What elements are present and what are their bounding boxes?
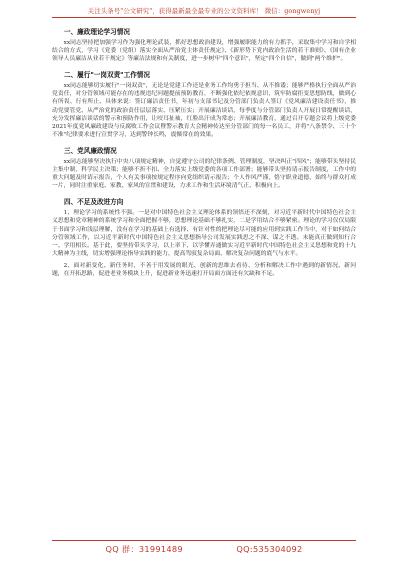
section-heading: 二、履行"一岗双责"工作情况	[64, 71, 150, 80]
section-paragraph: xx同志坚持把加强学习作为强化理论武装，抓好思想政治建设，增强履职能力的有力抓手，采取集中学习和自学相结合的方式，学习《党委（党组）落实全面从严治党主体责任规定》、《新形势下党内政治生活的若干准则》、《国有企业领导人员廉洁从业若干规定》等廉洁法规和有关制度，进一步树牢"四个意识"，坚定"四个自信"，做到"两个维护"。	[52, 40, 356, 63]
footer-contacts	[52, 544, 356, 555]
section-heading: 四、不足及改进方向	[64, 198, 124, 207]
section-heading: 一、廉政理论学习情况	[64, 28, 130, 36]
qq-label: QQ:535304092	[236, 544, 303, 554]
header-divider	[52, 17, 356, 18]
section-integrity	[52, 145, 356, 190]
section-paragraph: xx同志能够切实履行"一岗双责"，无论是党建工作还是业务工作均勇于担当、从不推诿；能够严格执行全面从严治党责任，对分管领域可能存在的违规违纪问题提前预防教育，不断强化依纪依规意识，筑牢防腐拒变思想防线，做到心有所畏、行有所止、具体来说：签订廉洁责任书，年初与支部书记及分管部门负责人签订《党风廉洁建设责任书》，推动党要管党、从严治党的政治责任层层落实、压紧压实；开展廉洁谈话，每季度与分管部门负责人开展日常提醒谈话，充分发挥廉洁谈话的警示和预防作用，让咬耳扯袖，红脸出汗成为常态；开展廉洁教育，通过召开专题会议将上级党委2021年度党风廉政建设与反腐败工作会议暨警示教育大会精神传达至分管部门的每一名员工，并将"八条禁令、三十个不准"纪律要求进行宣贯学习，达到警钟长鸣，震慑常在的效果。	[52, 83, 356, 138]
footer-divider	[52, 540, 356, 541]
section-paragraph: 1、理论学习的系统性不强。一是对中国特色社会主义理论体系的领悟还不深刻，对习近平新时代中国特色社会主义思想和党章精神的系统学习和全面把握不够，思想理论基础不够扎实，二是学用结合不够紧密。理论的学习仅仅局限于书面学习和浅层理解，没有在学习的基础上有选择、有针对性的把理论尽可能的应用到实践工作当中，对于如何结合分管领域工作，以习近平新时代中国特色社会主义思想指导公司发展实践思之不深、谋之不透。未能真正做到知行合一、学用相长。基于此，要坚持带头学习，以上率下，以学懂弄通做实习近平新时代中国特色社会主义思想和党的十九大精神为主线，切实增强理论指导实践的能力，提高驾驭复杂局面、解决复杂问题的底气与水平。	[52, 210, 356, 257]
qq-group-label: QQ 群：31991489	[105, 544, 183, 554]
document-body	[52, 26, 356, 284]
section-heading: 三、党风廉政情况	[64, 146, 117, 155]
section-theory-study	[52, 26, 356, 63]
section-improvements	[52, 196, 356, 278]
header-banner: 关注头条号"公文研究"，获得最新最全最专业的公文资料库！ 微信：gongwenyj	[87, 7, 321, 15]
section-paragraph: xx同志能够坚决执行中央八项规定精神，自觉遵守公司的纪律条例、管理制度，坚决纠正"四风"；能够带头坚持民主集中制，科学民主决策；能够不折不扣、全力落实上级党委的各项工作部署；能够带头坚持请示报告制度，工作中的重大问题及时请示报告，个人有关事项按规定程序向党组织请示报告；个人作风严谨，恪守职业道德，始终与群众打成一片，同时注重家庭、家教、家风的宣贯和建设，力求工作和生活环境清气正、积极向上。	[52, 158, 356, 190]
section-paragraph: 2、面对新变化、新任务时，不善于用发展的眼光、创新的思维去看待、分析和解决工作中遇到的新情况、新问题，在开拓思路，促进老业务模块上升，促进新业务迅速打开局面方面还有欠缺和不足。	[52, 262, 356, 277]
section-dual-duty	[52, 69, 356, 139]
